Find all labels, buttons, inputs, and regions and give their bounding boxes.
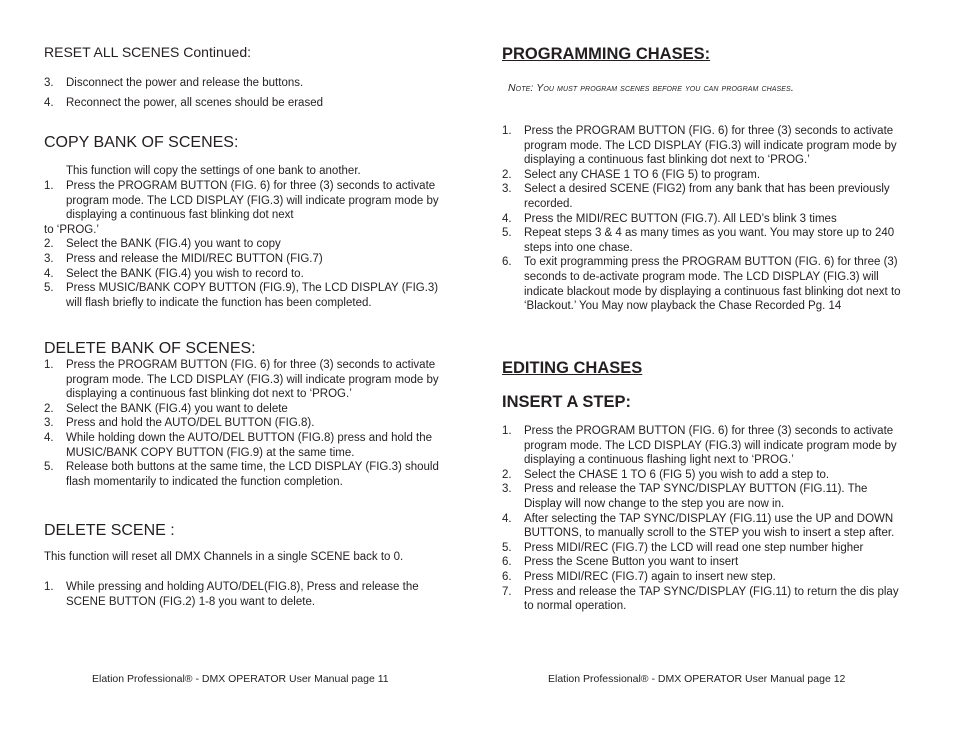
list-item: 5. Press MUSIC/BANK COPY BUTTON (FIG.9), The LCD DISPLAY (FIG.3) will flash briefly to indicate the function has been completed. (44, 282, 439, 309)
list-item: 3. Press and hold the AUTO/DEL BUTTON (FIG.8). (44, 417, 315, 430)
insert-step-list (502, 424, 907, 614)
list-item: 1. Press the PROGRAM BUTTON (FIG. 6) for three (3) seconds to activate program mode. The LCD DISPLAY (FIG.3) will indicate program mode by displaying a continuous flashing light next to ‘PROG.’ (502, 425, 897, 467)
list-item: 2. Select the BANK (FIG.4) you want to copy (44, 238, 281, 251)
programming-chases-heading: PROGRAMMING CHASES: (502, 45, 711, 63)
list-item-continuation: to ‘PROG.’ (44, 223, 99, 236)
reset-cont-list (44, 76, 464, 110)
delete-bank-list (44, 358, 454, 489)
list-item: 5. Press MIDI/REC (FIG.7) the LCD will read one step number higher (502, 541, 864, 554)
list-item: 4. Reconnect the power, all scenes should be erased (44, 96, 323, 109)
list-item: 6. To exit programming press the PROGRAM BUTTON (FIG. 6) for three (3) seconds to de-activate program mode. The LCD DISPLAY (FIG.3) will indicate blackout mode by displaying a continuous fast blinking dot next to ‘Blackout.’ You May now playback the Chase Recorded Pg. 14 (502, 256, 901, 313)
page-footer: Elation Professional® - DMX OPERATOR User Manual page 12 (548, 673, 846, 685)
right-page (502, 0, 912, 738)
insert-step-heading: INSERT A STEP: (502, 393, 631, 411)
list-item: 1. While pressing and holding AUTO/DEL(FIG.8), Press and release the SCENE BUTTON (FIG.2) 1-8 you want to delete. (44, 581, 419, 608)
list-item: 4. Press the MIDI/REC BUTTON (FIG.7). All LED’s blink 3 times (502, 212, 837, 225)
delete-scene-heading: DELETE SCENE : (44, 522, 175, 539)
copy-bank-heading: COPY BANK OF SCENES: (44, 134, 239, 151)
list-item: 1. Press the PROGRAM BUTTON (FIG. 6) for three (3) seconds to activate program mode. The LCD DISPLAY (FIG.3) will indicate program mode by displaying a continuous fast blinking dot next to ‘PROG.’ (44, 359, 439, 401)
list-item: 5. Repeat steps 3 & 4 as many times as you want. You may store up to 240 steps into one chase. (502, 227, 895, 254)
list-item: 4. While holding down the AUTO/DEL BUTTON (FIG.8) press and hold the MUSIC/BANK COPY BUTTON (FIG.9) at the same time. (44, 431, 433, 459)
list-item: 2. Select any CHASE 1 TO 6 (FIG 5) to program. (502, 168, 761, 181)
list-item: 4. Select the BANK (FIG.4) you wish to record to. (44, 267, 304, 280)
list-item: 2. Select the BANK (FIG.4) you want to delete (44, 402, 288, 415)
list-item: 3. Select a desired SCENE (FIG2) from any bank that has been previously recorded. (502, 183, 890, 210)
editing-chases-heading: EDITING CHASES (502, 359, 643, 377)
delete-bank-heading: DELETE BANK OF SCENES: (44, 340, 256, 357)
list-item: 1. Press the PROGRAM BUTTON (FIG. 6) for three (3) seconds to activate program mode. The LCD DISPLAY (FIG.3) will indicate program mode by displaying a continuous fast blinking dot next to ‘PROG.’ (502, 125, 897, 167)
delete-scene-list (44, 580, 444, 609)
list-item: 1. Press the PROGRAM BUTTON (FIG. 6) for three (3) seconds to activate program mode. The LCD DISPLAY (FIG.3) will indicate program mode by displaying a continuous fast blinking dot next (44, 180, 439, 222)
copy-bank-intro: This function will copy the settings of one bank to another. (66, 165, 361, 177)
left-page (44, 0, 464, 738)
list-item: 4. After selecting the TAP SYNC/DISPLAY (FIG.11) use the UP and DOWN BUTTONS, to manually scroll to the STEP you wish to insert a step after. (502, 512, 895, 540)
list-item: 3. Press and release the TAP SYNC/DISPLAY BUTTON (FIG.11). The Display will now change to the step you are now in. (502, 483, 868, 510)
page-footer: Elation Professional® - DMX OPERATOR User Manual page 11 (92, 673, 389, 685)
list-item: 3. Disconnect the power and release the buttons. (44, 77, 304, 89)
programming-list (502, 124, 907, 314)
list-item: 5. Release both buttons at the same time, the LCD DISPLAY (FIG.3) should flash momentarily to indicated the function completion. (44, 461, 439, 488)
list-item: 7. Press and release the TAP SYNC/DISPLAY (FIG.11) to return the dis play to normal operation. (502, 585, 899, 613)
list-item: 3. Press and release the MIDI/REC BUTTON (FIG.7) (44, 252, 323, 265)
reset-cont-heading: RESET ALL SCENES Continued: (44, 44, 251, 60)
copy-bank-list (44, 179, 454, 310)
list-item: 2. Select the CHASE 1 TO 6 (FIG 5) you wish to add a step to. (502, 468, 830, 481)
list-item: 6. Press the Scene Button you want to insert (502, 556, 739, 569)
delete-scene-intro: This function will reset all DMX Channels in a single SCENE back to 0. (44, 551, 404, 563)
programming-note: Note: You must program scenes before you can program chases. (508, 82, 794, 94)
list-item: 6. Press MIDI/REC (FIG.7) again to insert new step. (502, 570, 776, 583)
